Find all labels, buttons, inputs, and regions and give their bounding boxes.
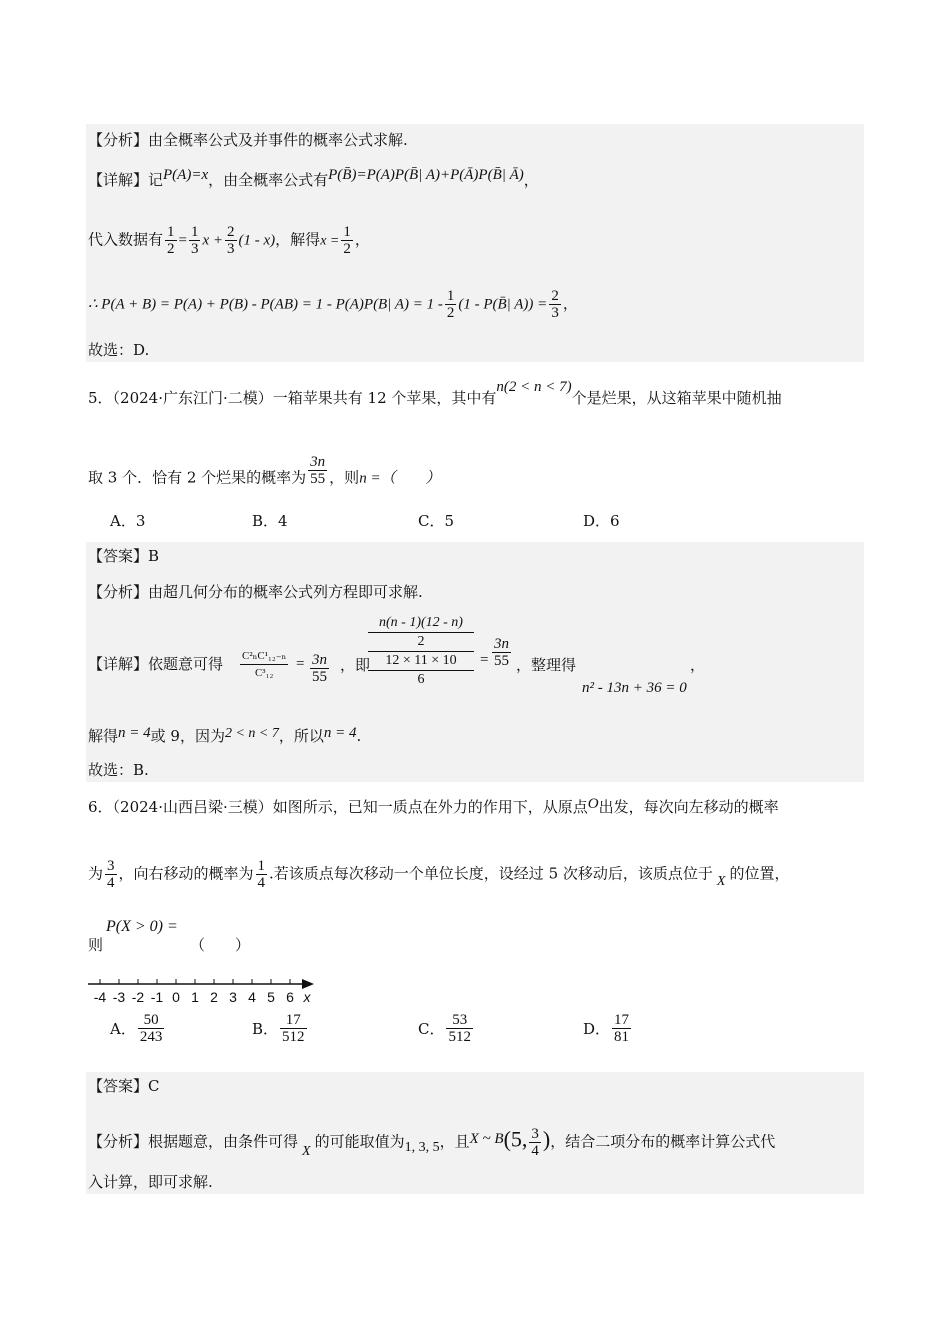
number-line bbox=[88, 976, 328, 1006]
fraction: $\frac{53}{512}$ bbox=[448, 1012, 471, 1045]
fraction: $\frac{3n}{55}$ bbox=[310, 454, 326, 487]
solve-line: 解得n = 4或 9，因为2 < n < 7，所以n = 4. bbox=[88, 725, 362, 745]
axis-variable-label: x bbox=[303, 989, 311, 1005]
fraction: $\frac{1}{4}$ bbox=[257, 858, 266, 891]
therefore-line: ∴ P(A + B) = P(A) + P(B) - P(AB) = 1 - P(A)P(B| A) = 1 - $\frac{1}{2}$ (1 - P(B̄| A)) = $\frac{2}{3}$ ， bbox=[88, 288, 578, 321]
axis-tick-label: 4 bbox=[248, 989, 256, 1005]
analysis-line: 【分析】由全概率公式及并事件的概率公式求解. bbox=[88, 131, 408, 149]
fraction: $\frac{1}{3}$ bbox=[190, 224, 199, 257]
option-a[interactable]: A． $\frac{50}{243}$ bbox=[110, 1012, 163, 1045]
compound-fraction: n(n - 1)(12 - n) 2 12 × 11 × 10 6 bbox=[368, 614, 474, 689]
question-6-stem: 6．（2024·山西吕梁·三模）如图所示，已知一质点在外力的作用下，从原点O出发，每次向左移动的概率 bbox=[88, 796, 779, 816]
question-5-stem-2: 取 3 个．恰有 2 个烂果的概率为 $\frac{3n}{55}$ ，则n =（ ） bbox=[88, 454, 441, 487]
question-6-stem-2: 为 $\frac{3}{4}$ ，向右移动的概率为 $\frac{1}{4}$ .若该质点每次移动一个单位长度，设经过 5 次移动后，该质点位于 X 的位置， bbox=[88, 858, 790, 891]
option-d[interactable]: D．6 bbox=[583, 512, 620, 530]
fraction: $\frac{2}{3}$ bbox=[551, 288, 559, 321]
choose-line: 故选：D. bbox=[88, 341, 150, 359]
fraction: $\frac{17}{512}$ bbox=[282, 1012, 305, 1045]
axis-tick-label: -3 bbox=[112, 989, 126, 1005]
fraction: $\frac{2}{3}$ bbox=[227, 224, 235, 257]
fraction: $\frac{1}{2}$ bbox=[167, 224, 175, 257]
axis-tick-label: 6 bbox=[286, 989, 294, 1005]
axis-tick-label: -2 bbox=[131, 989, 145, 1005]
total-prob-formula: P(B̄)=P(A)P(B̄| A)+P(Ā)P(B̄| Ā) bbox=[328, 167, 524, 183]
axis-tick-label: 2 bbox=[210, 989, 218, 1005]
fraction: $\frac{3n}{55}$ bbox=[312, 652, 327, 685]
analysis-line: 【分析】根据题意，由条件可得X的可能取值为1, 3, 5，且X ~ B(5, $\frac{3}{4}$ )，结合二项分布的概率计算公式代 bbox=[88, 1126, 776, 1159]
choose-line: 故选：B. bbox=[88, 761, 149, 779]
combination-fraction: $\frac{\text{C²ₙC¹₁₂₋ₙ}}{\text{C³₁₂}}$ bbox=[242, 650, 287, 679]
detail-line: 【详解】依题意可得 bbox=[88, 655, 224, 673]
quadratic: n² - 13n + 36 = 0 bbox=[582, 680, 687, 696]
axis-arrow-icon bbox=[302, 979, 314, 989]
fraction: $\frac{50}{243}$ bbox=[139, 1012, 163, 1045]
fraction: $\frac{1}{2}$ bbox=[446, 288, 455, 321]
fraction: $\frac{3}{4}$ bbox=[531, 1126, 539, 1159]
axis-tick-label: 3 bbox=[229, 989, 237, 1005]
option-a[interactable]: A．3 bbox=[110, 512, 146, 530]
option-b[interactable]: B． $\frac{17}{512}$ bbox=[252, 1012, 305, 1045]
fraction: $\frac{3}{4}$ bbox=[107, 858, 115, 891]
axis-tick-label: 1 bbox=[191, 989, 199, 1005]
axis-tick-label: -1 bbox=[150, 989, 164, 1005]
detail-line: 【详解】记P(A)=x，由全概率公式有P(B̄)=P(A)P(B̄| A)+P(Ā)P(B̄| Ā)， bbox=[88, 167, 539, 189]
option-c[interactable]: C．5 bbox=[418, 512, 455, 530]
analysis-line-2: 入计算，即可求解. bbox=[88, 1173, 213, 1191]
expr-pa: P(A)=x bbox=[163, 167, 209, 183]
option-b[interactable]: B．4 bbox=[252, 512, 288, 530]
fraction: $\frac{3n}{55}$ bbox=[494, 636, 509, 669]
answer-line: 【答案】C bbox=[88, 1077, 160, 1095]
axis-tick-label: 5 bbox=[267, 989, 275, 1005]
answer-line: 【答案】B bbox=[88, 547, 160, 565]
option-c[interactable]: C． $\frac{53}{512}$ bbox=[418, 1012, 471, 1045]
axis-tick-label: -4 bbox=[93, 989, 107, 1005]
axis-tick-label: 0 bbox=[172, 989, 180, 1005]
fraction: $\frac{1}{2}$ bbox=[343, 224, 351, 257]
probability-expression: P(X > 0) = bbox=[106, 918, 178, 935]
substitute-line: 代入数据有 $\frac{1}{2}$ = $\frac{1}{3}$ x + $\frac{2}{3}$ (1 - x)，解得x = $\frac{1}{2}$ ， bbox=[88, 224, 370, 257]
question-5-stem: 5．（2024·广东江门·二模）一箱苹果共有 12 个苹果，其中有n(2 < n < 7)个是烂果，从这箱苹果中随机抽 bbox=[88, 379, 782, 407]
fraction: $\frac{17}{81}$ bbox=[614, 1012, 630, 1045]
analysis-line: 【分析】由超几何分布的概率公式列方程即可求解. bbox=[88, 583, 423, 601]
option-d[interactable]: D． $\frac{17}{81}$ bbox=[583, 1012, 630, 1045]
